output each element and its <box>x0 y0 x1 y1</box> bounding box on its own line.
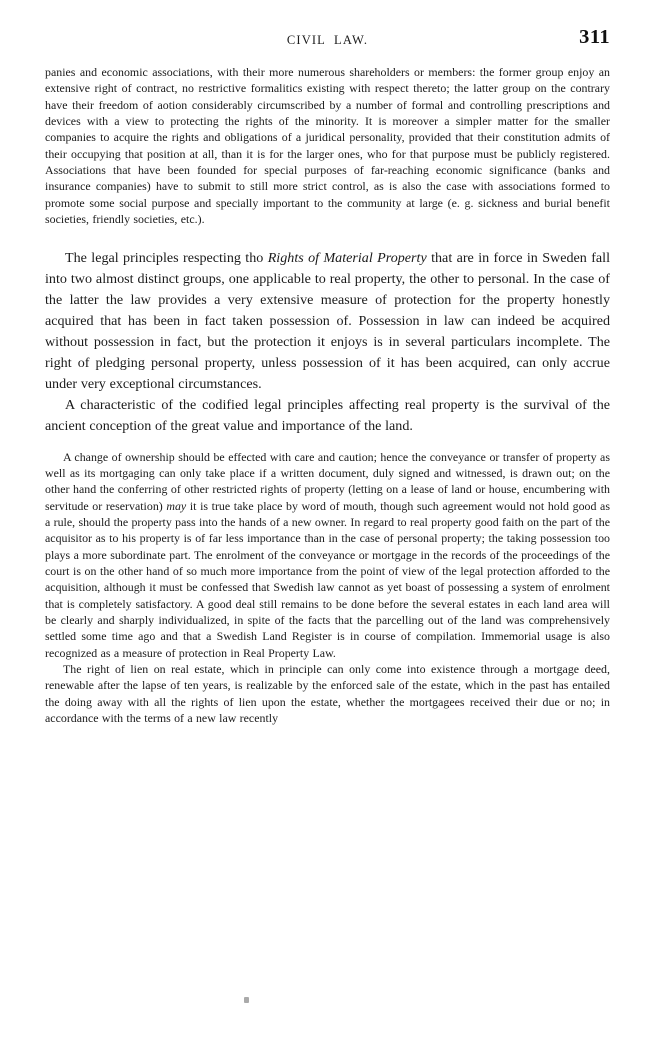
paragraph-text-before-italic: The legal principles respecting tho <box>65 250 268 267</box>
paragraph-right-of-lien: The right of lien on real estate, which in principle can only come into existence through a mortgage deed, renewable after the lapse of ten years, is realizable by the enforced sale of the estate, which in the past has entailed the doing away with all the rights of lien upon the estate, whether the mortgagees received their due or no; in accordance with the terms of a new law recently <box>45 662 610 726</box>
italic-word-may: may <box>166 498 187 513</box>
paragraph-continuation: panies and economic associations, with their more numerous shareholders or members: the former group enjoy an extensive right of contract, no restrictive formalitics existing with respect thereto; the latter group on the contrary have their freedom of aotion considerably circumscribed by a number of formal and controlling prescriptions and devices with a view to protecting the rights of the minority. It is moreover a simpler matter for the smaller companies to acquire the rights and obligations of a juridical personality, provided that their constitution admits of their occupying that position at all, than it is for the larger ones, who for that purpose must be publicly registered. Associations that have been founded for special purposes of far-reaching economic significance (banks and insurance companies) have to submit to still more strict control, as is also the case with associations formed to promote some social purpose and specially important to the community at large (e. g. sickness and burial benefit societies, friendly societies, etc.). <box>45 65 610 227</box>
scan-artifact-speck <box>244 997 249 1003</box>
paragraph-text-before-italic: A change of ownership should be effected with care and caution; hence the conveyance or transfer of property as well as its mortgaging can only take place if a written document, duly signed and witnessed, is drawn out; on the other hand the conferring of other restricted rights of property (letting on a lease of land or house, encumbering with servitude or reservation) <box>45 449 610 513</box>
text-block <box>45 64 610 726</box>
page-number: 311 <box>579 26 610 48</box>
paragraph-change-of-ownership <box>45 449 610 661</box>
italic-phrase-rights-of-material-property: Rights of Material Property <box>267 250 427 267</box>
page-title: CIVIL LAW. <box>286 33 369 47</box>
paragraph-text-after-italic: it is true take place by word of mouth, though such agreement would not hold good as a rule, should the property pass into the hands of a new owner. In regard to real property good faith on the part of the acquisitor as to his property is of far less importance than in the case of personal property; the taking possession too plays a more subordinate part. The enrolment of the conveyance or mortgage in the records of the proceedings of the court is on the other hand of so much more importance from the point of view of the legal protection afforded to the acquisition, although it must be confessed that Swedish law cannot as yet boast of possessing a system of enrolment that is completely satisfactory. A good deal still remains to be done before the several estates in each land area will be clearly and sharply individualized, in spite of the facts that the parcelling out of the land was comprehensively settled some time ago and that a Swedish Land Register is in course of compilation. Immemorial usage is also recognized as a measure of protection in Real Property Law. <box>45 498 610 660</box>
paragraph-text-after-italic: that are in force in Sweden fall into two almost distinct groups, one applicable to real property, the other to personal. In the case of the latter the law provides a very extensive measure of protection for the property honestly acquired that has been in fact taken possession of. Possession in law can indeed be acquired without possession in fact, but the protection it enjoys is in several particulars incomplete. The right of pledging personal property, unless possession of it has been acquired, can only accrue under very exceptional circumstances. <box>45 250 610 392</box>
paragraph-codified-principles: A characteristic of the codified legal principles affecting real property is the survival of the ancient conception of the great value and importance of the land. <box>45 396 610 434</box>
paragraph-material-property <box>45 248 610 394</box>
running-head <box>45 26 610 55</box>
